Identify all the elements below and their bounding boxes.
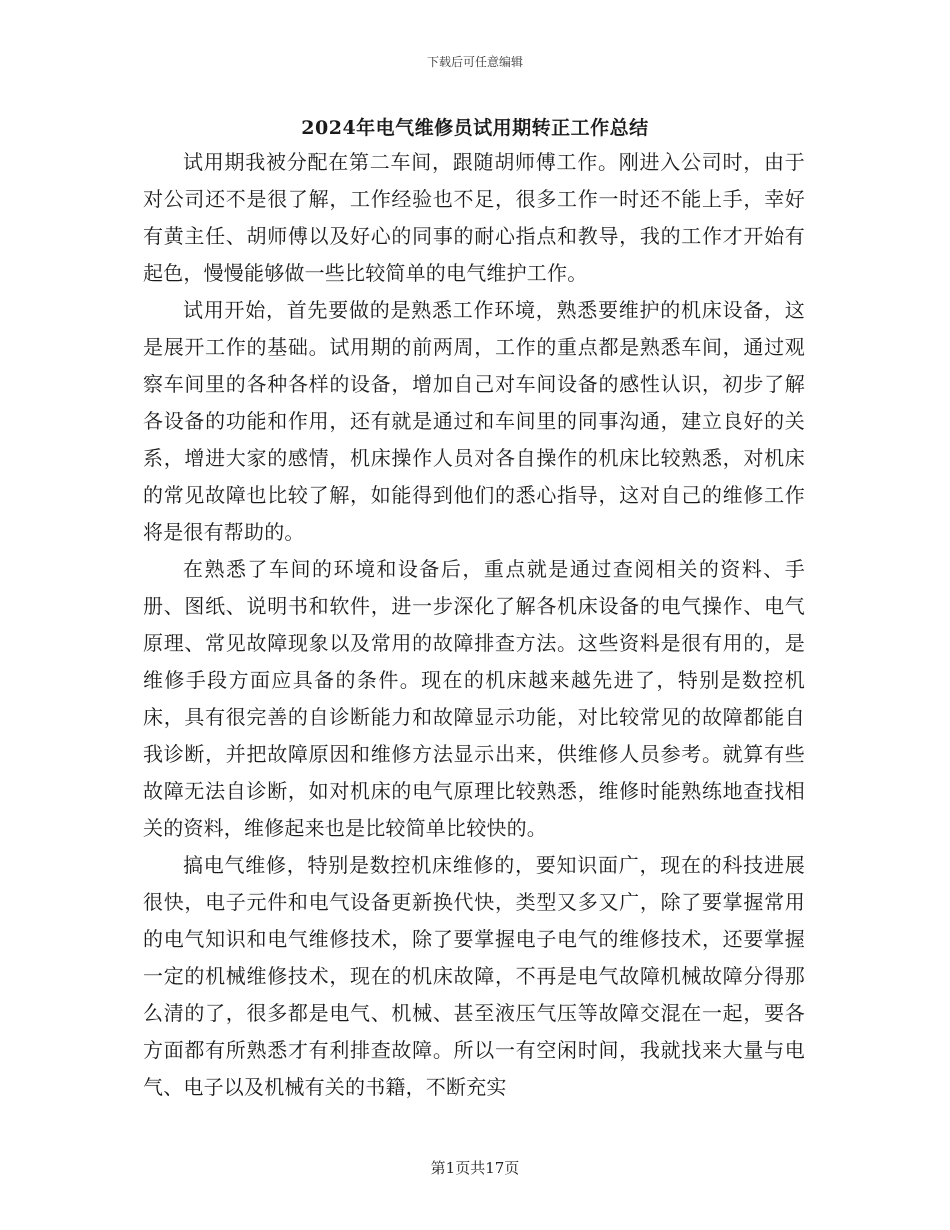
header-note: 下载后可任意编辑 — [426, 55, 523, 69]
document-title: 2024年电气维修员试用期转正工作总结 — [301, 117, 649, 139]
page-footer: 第1页共17页 — [430, 1159, 520, 1177]
paragraph: 在熟悉了车间的环境和设备后，重点就是通过查阅相关的资料、手册、图纸、说明书和软件，进一步深化了解各机床设备的电气操作、电气原理、常见故障现象以及常用的故障排查方法。这些资料是很有用的，是维修手段方面应具备的条件。现在的机床越来越先进了，特别是数控机床，具有很完善的自诊断能力和故障显示功能，对比较常见的故障都能自我诊断，并把故障原因和维修方法显示出来，供维修人员参考。就算有些故障无法自诊断，如对机床的电气原理比较熟悉，维修时能熟练地查找相关的资料，维修起来也是比较简单比较快的。 — [143, 557, 805, 840]
document-body — [143, 144, 805, 1106]
paragraph: 试用开始，首先要做的是熟悉工作环境，熟悉要维护的机床设备，这是展开工作的基础。试用期的前两周，工作的重点都是熟悉车间，通过观察车间里的各种各样的设备，增加自己对车间设备的感性认识，初步了解各设备的功能和作用，还有就是通过和车间里的同事沟通，建立良好的关系，增进大家的感情，机床操作人员对各自操作的机床比较熟悉，对机床的常见故障也比较了解，如能得到他们的悉心指导，这对自己的维修工作将是很有帮助的。 — [143, 298, 805, 544]
paragraph: 试用期我被分配在第二车间，跟随胡师傅工作。刚进入公司时，由于对公司还不是很了解，工作经验也不足，很多工作一时还不能上手，幸好有黄主任、胡师傅以及好心的同事的耐心指点和教导，我的工作才开始有起色，慢慢能够做一些比较简单的电气维护工作。 — [143, 150, 805, 285]
paragraph: 搞电气维修，特别是数控机床维修的，要知识面广，现在的科技进展很快，电子元件和电气设备更新换代快，类型又多又广，除了要掌握常用的电气知识和电气维修技术，除了要掌握电子电气的维修技术，还要掌握一定的机械维修技术，现在的机床故障，不再是电气故障机械故障分得那么清的了，很多都是电气、机械、甚至液压气压等故障交混在一起，要各方面都有所熟悉才有利排查故障。所以一有空闲时间，我就找来大量与电气、电子以及机械有关的书籍，不断充实 — [143, 853, 805, 1099]
